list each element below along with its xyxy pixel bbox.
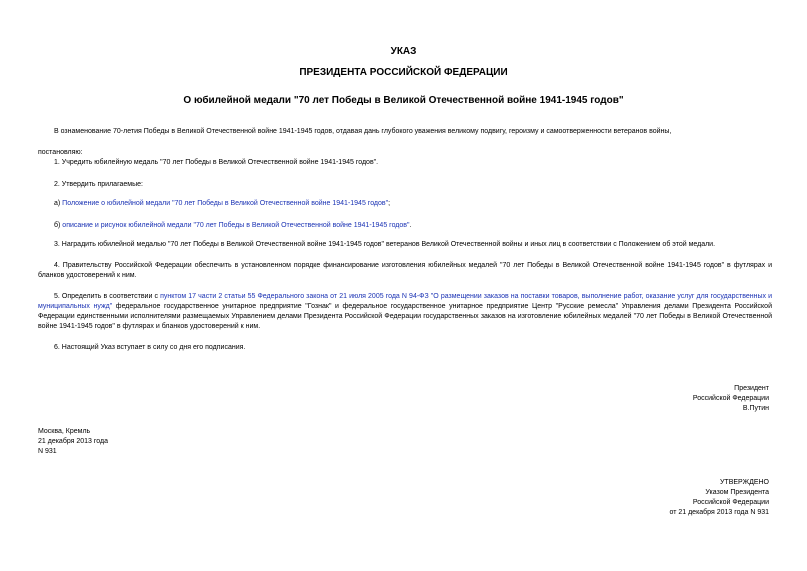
signature-org: Российской Федерации bbox=[692, 395, 769, 402]
approval-date: от 21 декабря 2013 года N 931 bbox=[669, 509, 769, 516]
document-subject: О юбилейной медали "70 лет Победы в Великой Отечественной войне 1941-1945 годов" bbox=[183, 95, 624, 106]
item-5-prefix: 5. Определить в соответствии с bbox=[54, 293, 161, 300]
item-2b-prefix: б) bbox=[54, 222, 63, 229]
signature-block bbox=[693, 384, 769, 414]
regulation-link[interactable]: Положение о юбилейной медали "70 лет Победы в Великой Отечественной войне 1941-1945 годов" bbox=[62, 200, 389, 207]
decree-word: постановляю: bbox=[38, 149, 83, 156]
item-6: 6. Настоящий Указ вступает в силу со дня его подписания. bbox=[54, 344, 246, 351]
federal-law-link[interactable]: пунктом 17 части 2 статьи 55 Федерального закона от 21 июля 2005 года N 94-ФЗ "О размещении заказов на поставки товаров, выполнение работ, оказание услуг для государственных и муниципальных нужд" bbox=[38, 293, 772, 310]
approval-org: Российской Федерации bbox=[692, 499, 769, 506]
item-3: 3. Наградить юбилейной медалью "70 лет Победы в Великой Отечественной войне 1941-1945 годов" ветеранов Великой Отечественной войны и иных лиц в соответствии с Положением об этой медали. bbox=[54, 241, 716, 248]
item-5 bbox=[38, 292, 772, 332]
item-2a-prefix: а) bbox=[54, 200, 63, 207]
item-2a bbox=[54, 199, 390, 208]
decree-number: N 931 bbox=[38, 448, 57, 455]
description-link[interactable]: описание и рисунок юбилейной медали "70 лет Победы в Великой Отечественной войне 1941-1945 годов" bbox=[62, 222, 410, 229]
document-type-title: УКАЗ bbox=[390, 46, 417, 57]
approval-by: Указом Президента bbox=[705, 489, 769, 496]
signing-date: 21 декабря 2013 года bbox=[38, 438, 109, 445]
signing-place: Москва, Кремль bbox=[38, 428, 91, 435]
item-2b-suffix: . bbox=[409, 222, 412, 229]
approval-block bbox=[669, 478, 769, 518]
signature-name: В.Путин bbox=[742, 405, 769, 412]
item-2b bbox=[54, 221, 411, 230]
item-4: 4. Правительству Российской Федерации обеспечить в установленном порядке финансирование изготовления юбилейных медалей "70 лет Победы в Великой Отечественной войне 1941-1945 годов" в футлярах и бланков удостоверений к ним. bbox=[38, 262, 772, 279]
item-1: 1. Учредить юбилейную медаль "70 лет Победы в Великой Отечественной войне 1941-1945 годов". bbox=[54, 159, 379, 166]
item-2a-suffix: ; bbox=[388, 200, 391, 207]
item-5-suffix: федеральное государственное унитарное предприятие "Гознак" и федеральное государственное унитарное предприятие Центр "Русские ремесла" Управления делами Президента Российской Федерации единственными исполнителями размещаемых Управлением делами Президента Российской Федерации государственных заказов на изготовление юбилейных медалей "70 лет Победы в Великой Отечественной войне 1941-1945 годов" в футлярах и бланков удостоверений к ним. bbox=[38, 303, 772, 330]
item-2: 2. Утвердить прилагаемые: bbox=[54, 181, 143, 188]
document-issuer: ПРЕЗИДЕНТА РОССИЙСКОЙ ФЕДЕРАЦИИ bbox=[299, 67, 508, 78]
place-date-block bbox=[38, 427, 108, 457]
preamble-text: В ознаменование 70-летия Победы в Великой Отечественной войне 1941-1945 годов, отдавая дань глубокого уважения великому подвигу, героизму и самоотверженности ветеранов войны, bbox=[54, 128, 672, 135]
signature-title: Президент bbox=[734, 385, 769, 392]
approval-status: УТВЕРЖДЕНО bbox=[719, 479, 769, 486]
